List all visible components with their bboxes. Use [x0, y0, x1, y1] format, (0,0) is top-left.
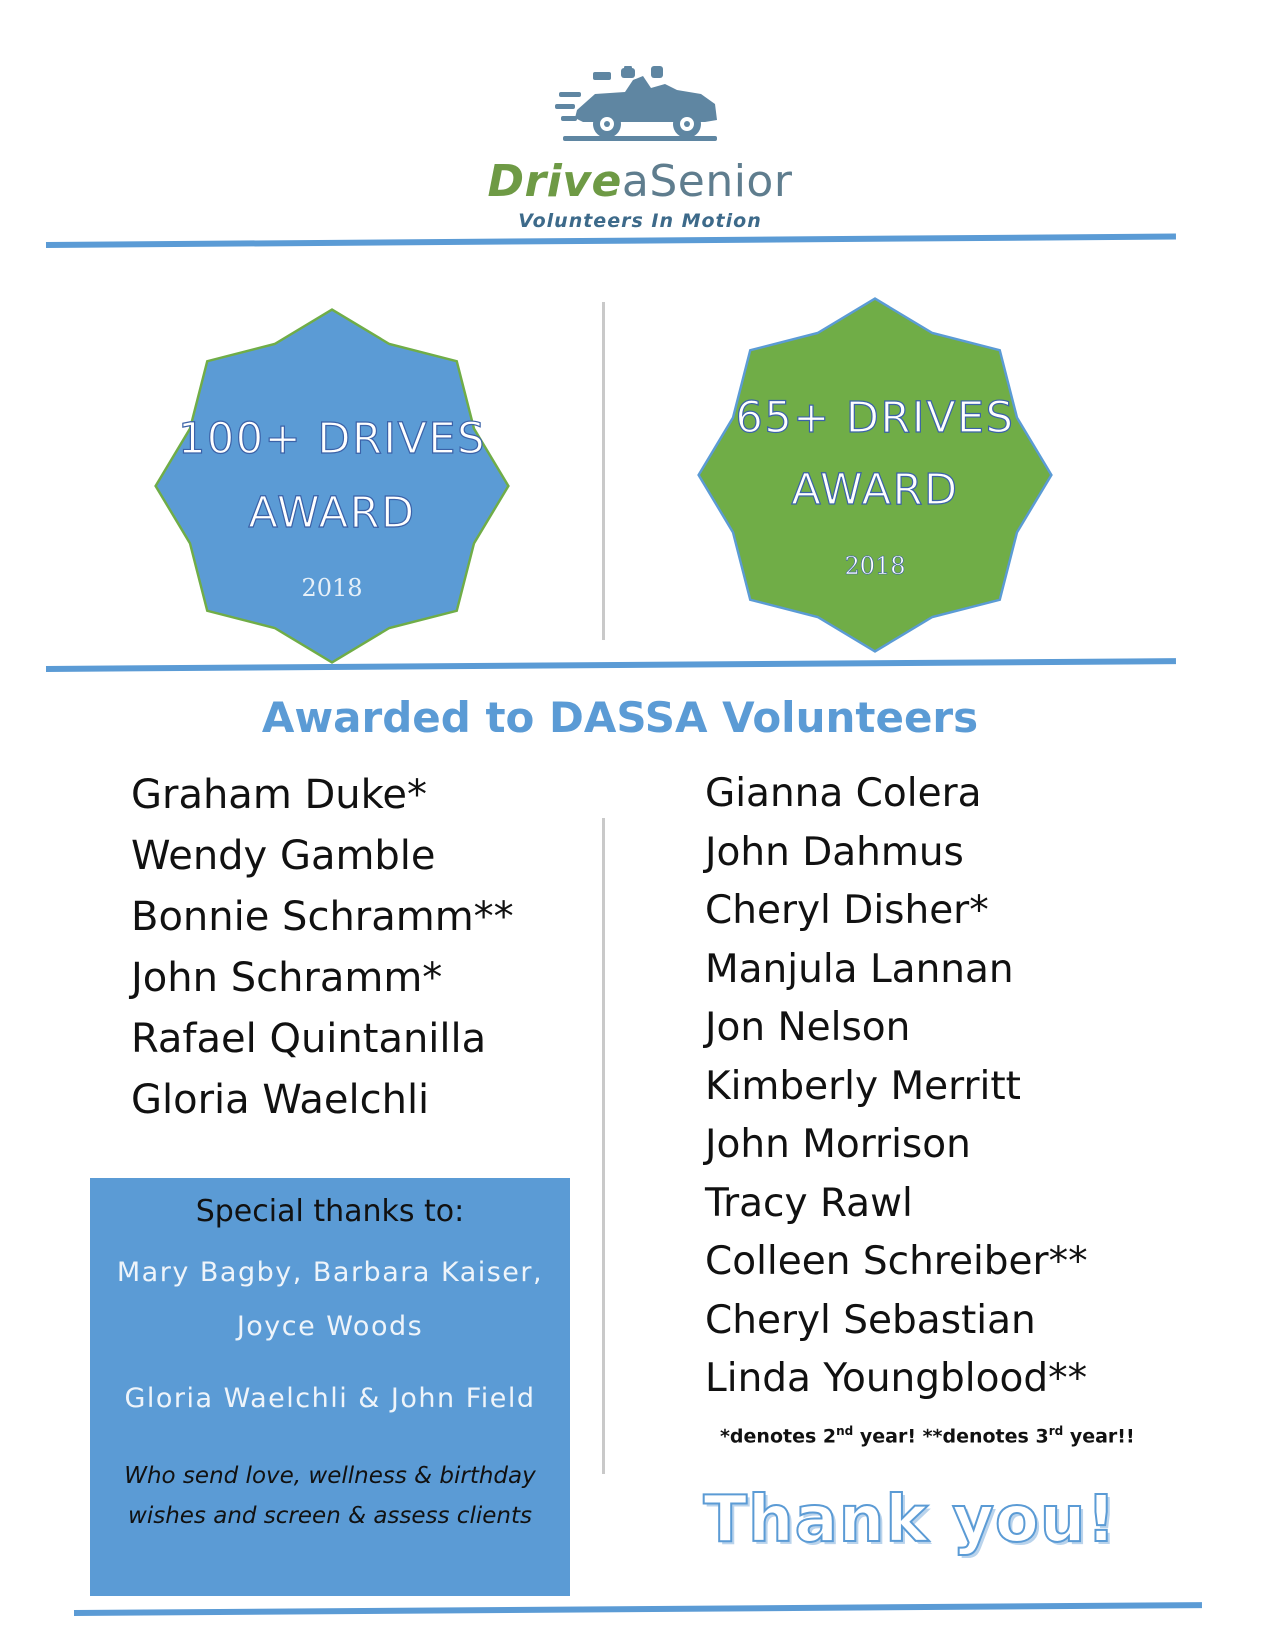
list-item: Gloria Waelchli [131, 1077, 430, 1123]
special-thanks-line: Joyce Woods [236, 1311, 424, 1342]
footnote-sup: nd [836, 1424, 854, 1438]
top-divider [46, 234, 1176, 248]
badge-100-drives [152, 306, 512, 666]
list-item: John Dahmus [705, 829, 964, 875]
badge-subtitle: AWARD [791, 465, 959, 515]
special-thanks-box [90, 1178, 570, 1596]
list-item: Graham Duke* [131, 772, 427, 818]
thank-you-text: Thank you! [703, 1483, 1117, 1557]
names-100-drives-list [131, 765, 514, 1131]
special-thanks-line: Gloria Waelchli & John Field [124, 1383, 536, 1414]
list-item: John Morrison [705, 1122, 971, 1167]
footnote [720, 1424, 1135, 1447]
list-item: Tracy Rawl [705, 1180, 913, 1226]
badge-year: 2018 [301, 574, 363, 602]
list-item: Jon Nelson [705, 1005, 911, 1050]
special-thanks-title: Special thanks to: [195, 1194, 465, 1229]
footnote-text: *denotes 2 [720, 1425, 837, 1448]
names-column-divider [602, 818, 605, 1474]
list-item: Linda Youngblood** [705, 1356, 1088, 1401]
list-item: Rafael Quintanilla [131, 1016, 487, 1062]
note-line: wishes and screen & assess clients [128, 1503, 532, 1529]
awarded-heading: Awarded to DASSA Volunteers [261, 693, 979, 742]
list-item: Cheryl Sebastian [705, 1297, 1036, 1343]
footnote-text: year!! [1063, 1425, 1135, 1448]
list-item: John Schramm* [131, 955, 443, 1001]
special-thanks-line: Mary Bagby, Barbara Kaiser, [116, 1257, 544, 1288]
badge-subtitle: AWARD [248, 488, 416, 538]
badge-year: 2018 [844, 552, 906, 580]
note-line: Who send love, wellness & birthday [124, 1463, 536, 1489]
star-badge-shape [152, 306, 512, 666]
names-65-drives-list [705, 765, 1088, 1409]
bottom-divider [74, 1602, 1202, 1616]
list-item: Kimberly Merritt [705, 1063, 1021, 1109]
brand-asenior: aSenior [621, 156, 793, 207]
footnote-sup: rd [1048, 1424, 1064, 1438]
list-item: Cheryl Disher* [705, 888, 989, 933]
car-icon [555, 66, 725, 146]
list-item: Bonnie Schramm** [131, 894, 514, 940]
badge-title: 65+ DRIVES [735, 393, 1015, 443]
brand-drive: Drive [487, 156, 622, 207]
special-thanks-note [90, 1456, 570, 1536]
list-item: Colleen Schreiber** [705, 1239, 1088, 1284]
footnote-text: year! **denotes 3 [853, 1425, 1049, 1448]
badge-column-divider [602, 302, 605, 640]
brand-tagline: Volunteers In Motion [518, 210, 762, 232]
list-item: Manjula Lannan [705, 946, 1014, 992]
list-item: Wendy Gamble [131, 833, 436, 879]
brand-wordmark [470, 157, 810, 207]
badge-title: 100+ DRIVES [178, 414, 486, 464]
special-thanks-names [90, 1246, 570, 1354]
list-item: Gianna Colera [705, 771, 982, 816]
badge-65-drives [695, 295, 1055, 655]
